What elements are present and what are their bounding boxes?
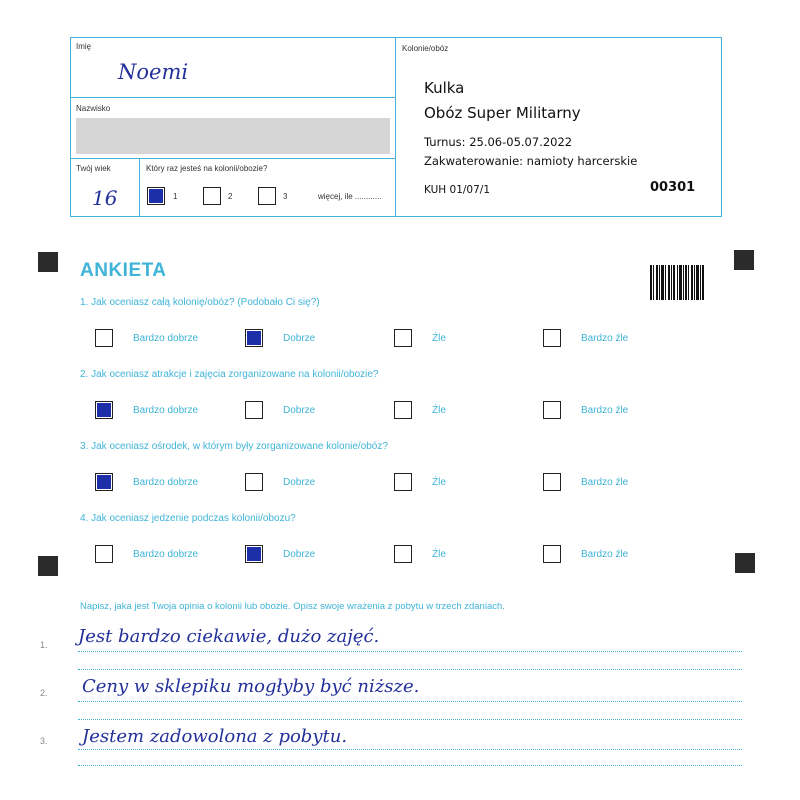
times-option-3: 3: [283, 192, 288, 201]
times-more-label: więcej, ile ............: [318, 192, 382, 201]
opinion-spacer-rule-1: [78, 669, 742, 670]
q2-option-4-label: Bardzo źle: [581, 405, 629, 416]
q2-option-3-label: Źle: [432, 405, 446, 416]
q4-option-3-label: Źle: [432, 549, 446, 560]
q2-option-2-checkbox[interactable]: [245, 401, 263, 419]
q1-option-2-label: Dobrze: [283, 333, 316, 344]
question-4-text: 4. Jak oceniasz jedzenie podczas kolonii/obozu?: [80, 513, 296, 524]
q3-option-2-label: Dobrze: [283, 477, 316, 488]
opinion-line-1-rule: [78, 651, 742, 652]
barcode-icon: [650, 265, 704, 300]
times-option-1: 1: [173, 192, 178, 201]
times-checkbox-2[interactable]: [203, 187, 221, 205]
q1-option-4-checkbox[interactable]: [543, 329, 561, 347]
opinion-line-1-number: 1.: [40, 640, 48, 650]
q1-option-1-label: Bardzo dobrze: [133, 333, 199, 344]
q4-option-4-label: Bardzo źle: [581, 549, 629, 560]
camp-type: Obóz Super Militarny: [424, 104, 581, 122]
times-checkbox-3[interactable]: [258, 187, 276, 205]
question-3-text: 3. Jak oceniasz ośrodek, w którym były zorganizowane kolonie/obóz?: [80, 441, 388, 452]
q1-option-3-checkbox[interactable]: [394, 329, 412, 347]
opinion-spacer-rule-3: [78, 765, 742, 766]
opinion-line-3-text[interactable]: Jestem zadowolona z pobytu.: [82, 726, 348, 747]
q3-option-4-label: Bardzo źle: [581, 477, 629, 488]
q3-option-2-checkbox[interactable]: [245, 473, 263, 491]
camp-turnus: Turnus: 25.06-05.07.2022: [424, 135, 573, 149]
q1-option-1-checkbox[interactable]: [95, 329, 113, 347]
opinion-line-3-number: 3.: [40, 736, 48, 746]
surname-label: Nazwisko: [76, 104, 111, 113]
q2-option-3-checkbox[interactable]: [394, 401, 412, 419]
q4-option-3-checkbox[interactable]: [394, 545, 412, 563]
opinion-spacer-rule-2: [78, 719, 742, 720]
q3-option-3-checkbox[interactable]: [394, 473, 412, 491]
q4-option-2-label: Dobrze: [283, 549, 316, 560]
question-2-text: 2. Jak oceniasz atrakcje i zajęcia zorganizowane na kolonii/obozie?: [80, 369, 379, 380]
q4-option-1-label: Bardzo dobrze: [133, 549, 199, 560]
opinion-prompt: Napisz, jaka jest Twoja opinia o kolonii lub obozie. Opisz swoje wrażenia z pobytu w trzech zdaniach.: [80, 601, 505, 612]
registration-mark-bottom-left: [38, 556, 58, 576]
opinion-line-1-text[interactable]: Jest bardzo ciekawie, dużo zajęć.: [78, 626, 380, 647]
camp-accommodation: Zakwaterowanie: namioty harcerskie: [424, 154, 638, 168]
q2-option-4-checkbox[interactable]: [543, 401, 561, 419]
q1-option-3-label: Źle: [432, 333, 446, 344]
question-1-text: 1. Jak oceniasz całą kolonię/obóz? (Podobało Ci się?): [80, 297, 320, 308]
camp-code: KUH 01/07/1: [424, 184, 490, 196]
age-label: Twój wiek: [76, 164, 111, 173]
q3-option-4-checkbox[interactable]: [543, 473, 561, 491]
q3-option-1-checkbox[interactable]: [95, 473, 113, 491]
camp-name: Kulka: [424, 79, 465, 97]
times-checkbox-1[interactable]: [147, 187, 165, 205]
camp-label: Kolonie/obóz: [402, 44, 449, 53]
registration-mark-top-right: [734, 250, 754, 270]
times-option-2: 2: [228, 192, 233, 201]
name-value[interactable]: Noemi: [118, 60, 189, 84]
age-value[interactable]: 16: [92, 186, 118, 210]
name-label: Imię: [76, 42, 92, 51]
q2-option-2-label: Dobrze: [283, 405, 316, 416]
q2-option-1-label: Bardzo dobrze: [133, 405, 199, 416]
q3-option-3-label: Źle: [432, 477, 446, 488]
q4-option-1-checkbox[interactable]: [95, 545, 113, 563]
form-number: 00301: [650, 180, 696, 195]
q2-option-1-checkbox[interactable]: [95, 401, 113, 419]
q1-option-2-checkbox[interactable]: [245, 329, 263, 347]
q1-option-4-label: Bardzo źle: [581, 333, 629, 344]
opinion-line-2-text[interactable]: Ceny w sklepiku mogłyby być niższe.: [82, 676, 420, 697]
opinion-line-2-rule: [78, 701, 742, 702]
q3-option-1-label: Bardzo dobrze: [133, 477, 199, 488]
surname-redaction: [76, 118, 390, 154]
q4-option-2-checkbox[interactable]: [245, 545, 263, 563]
times-label: Który raz jesteś na kolonii/obozie?: [146, 164, 268, 173]
opinion-line-2-number: 2.: [40, 688, 48, 698]
registration-mark-bottom-right: [735, 553, 755, 573]
q4-option-4-checkbox[interactable]: [543, 545, 561, 563]
survey-title: ANKIETA: [80, 260, 167, 281]
registration-mark-top-left: [38, 252, 58, 272]
opinion-line-3-rule: [78, 749, 742, 750]
